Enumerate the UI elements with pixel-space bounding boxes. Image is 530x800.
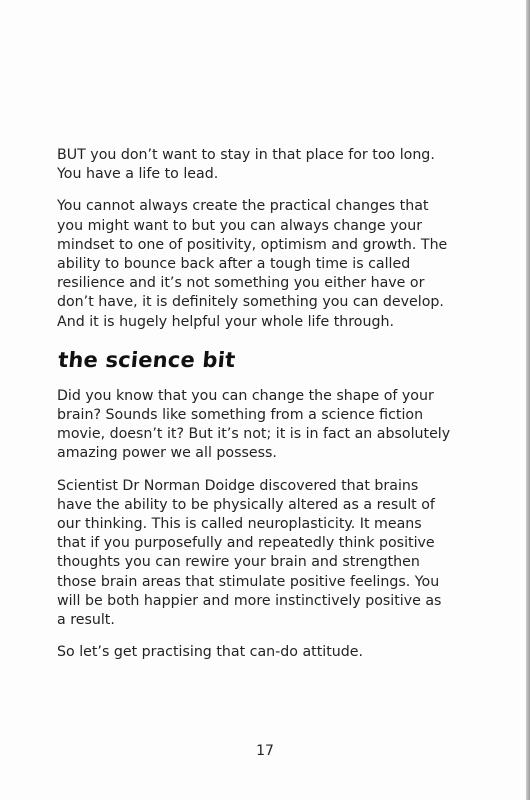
section-heading: the science bit (57, 347, 237, 372)
paragraph: Did you know that you can change the shape of your brain? Sounds like something from a science fiction movie, doesn’t it? But it’s not; it is in fact an absolutely amazing power we all possess. (57, 387, 451, 462)
paragraph: Scientist Dr Norman Doidge discovered that brains have the ability to be physically altered as a result of our thinking. This is called neuroplasticity. It means that if you purposefully and repeatedly think positive thoughts you can rewire your brain and strengthen those brain areas that stimulate positive feelings. You will be both happier and more instinctively positive as a result. (57, 477, 442, 629)
paragraph: BUT you don’t want to stay in that place for too long. You have a life to lead. (57, 147, 435, 183)
page-body (57, 146, 452, 675)
paragraph: So let’s get practising that can-do attitude. (57, 644, 364, 661)
page-edge-shadow (526, 0, 530, 800)
page-number: 17 (256, 743, 274, 759)
paragraph: You cannot always create the practical changes that you might want to but you can always change your mindset to one of positivity, optimism and growth. The ability to bounce back after a tough time is called resilience and it’s not something you either have or don’t have, it is definitely something you can develop. And it is hugely helpful your whole life through. (57, 198, 448, 330)
